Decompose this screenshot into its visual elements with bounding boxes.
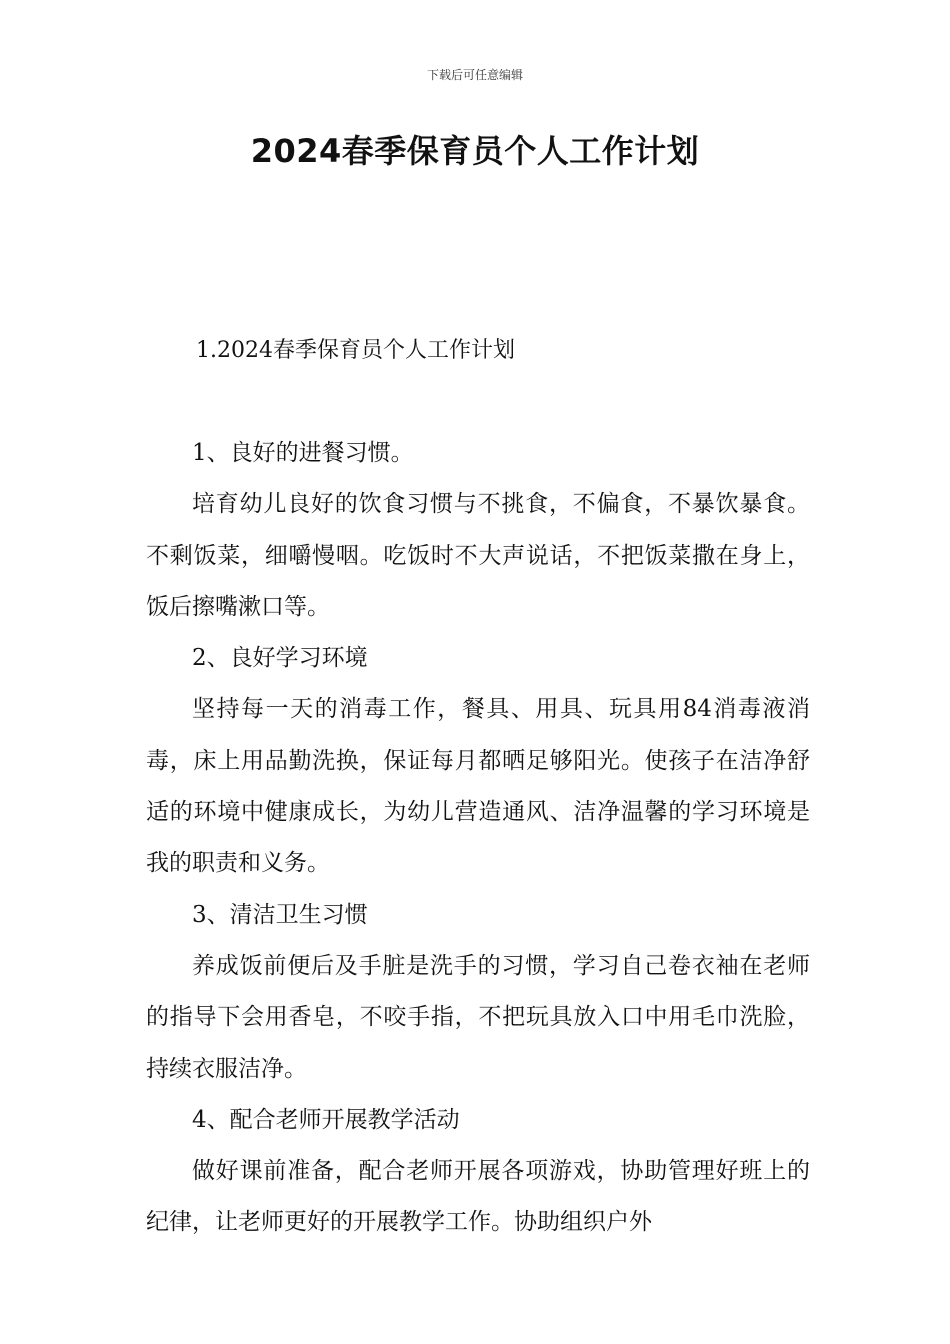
paragraph-heading-2: 2、良好学习环境 xyxy=(192,645,368,672)
paragraph-heading-4: 4、配合老师开展教学活动 xyxy=(192,1106,460,1133)
header-note: 下载后可任意编辑 xyxy=(426,68,523,82)
paragraph: 坚持每一天的消毒工作，餐具、用具、玩具用84消毒液消毒，床上用品勤洗换，保证每月都晒足够阳光。使孩子在洁净舒适的环境中健康成长，为幼儿营造通风、洁净温馨的学习环境是我的职责和义务。 xyxy=(146,696,810,877)
paragraph: 培育幼儿良好的饮食习惯与不挑食，不偏食，不暴饮暴食。不剩饭菜，细嚼慢咽。吃饭时不大声说话，不把饭菜撒在身上，饭后擦嘴漱口等。 xyxy=(146,491,810,620)
section-heading: 1.2024春季保育员个人工作计划 xyxy=(196,338,515,363)
paragraph: 养成饭前便后及手脏是洗手的习惯，学习自己卷衣袖在老师的指导下会用香皂，不咬手指，不把玩具放入口中用毛巾洗脸，持续衣服洁净。 xyxy=(146,952,810,1082)
paragraph: 做好课前准备，配合老师开展各项游戏，协助管理好班上的纪律，让老师更好的开展教学工作。协助组织户外 xyxy=(146,1158,810,1236)
document-body xyxy=(146,428,810,1249)
page-title: 2024春季保育员个人工作计划 xyxy=(250,132,700,170)
paragraph-heading-3: 3、清洁卫生习惯 xyxy=(192,901,368,928)
paragraph-heading-1: 1、良好的进餐习惯。 xyxy=(192,440,414,466)
